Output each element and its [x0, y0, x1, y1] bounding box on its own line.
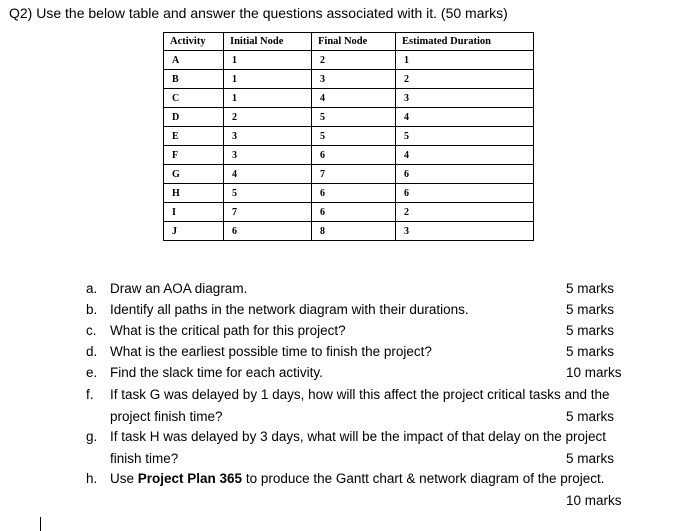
table-header-row [164, 33, 534, 51]
duration-cell: 5 [396, 127, 534, 146]
final-node-cell: 8 [312, 222, 396, 241]
final-node-cell: 2 [312, 51, 396, 70]
header-estimated-duration: Estimated Duration [396, 33, 534, 51]
final-node-cell: 6 [312, 184, 396, 203]
question-h-continued [0, 493, 692, 513]
duration-cell: 2 [396, 203, 534, 222]
question-marks: 5 marks [566, 344, 615, 359]
question-letter: d. [86, 344, 98, 359]
software-name: Project Plan 365 [137, 471, 243, 486]
activity-cell: B [164, 70, 224, 89]
question-marks: 5 marks [566, 302, 615, 317]
question-f-continued [0, 409, 692, 429]
activity-cell: H [164, 184, 224, 203]
final-node-cell: 5 [312, 108, 396, 127]
final-node-cell: 7 [312, 165, 396, 184]
question-e [0, 365, 692, 385]
question-marks: 5 marks [566, 323, 615, 338]
table-row [164, 222, 534, 241]
question-g-continued [0, 451, 692, 471]
activity-cell: C [164, 89, 224, 108]
question-text-post: to produce the Gantt chart & network diagram of the project. [242, 471, 605, 486]
table-row [164, 184, 534, 203]
activity-cell: I [164, 203, 224, 222]
duration-cell: 3 [396, 222, 534, 241]
table-row [164, 70, 534, 89]
activity-table [163, 32, 534, 241]
question-h [0, 471, 692, 491]
table-row [164, 146, 534, 165]
initial-node-cell: 4 [224, 165, 312, 184]
duration-cell: 6 [396, 184, 534, 203]
activity-cell: D [164, 108, 224, 127]
table-row [164, 165, 534, 184]
question-marks: 5 marks [566, 451, 615, 466]
question-letter: f. [86, 387, 94, 402]
activity-cell: F [164, 146, 224, 165]
table-row [164, 108, 534, 127]
final-node-cell: 5 [312, 127, 396, 146]
initial-node-cell: 2 [224, 108, 312, 127]
question-text: What is the critical path for this project? [110, 323, 346, 338]
table-row [164, 203, 534, 222]
duration-cell: 6 [396, 165, 534, 184]
question-letter: e. [86, 365, 98, 380]
header-activity: Activity [164, 33, 224, 51]
question-text: If task G was delayed by 1 days, how will this affect the project critical tasks and the [110, 387, 610, 402]
final-node-cell: 4 [312, 89, 396, 108]
question-c [0, 323, 692, 343]
initial-node-cell: 5 [224, 184, 312, 203]
question-text-continued: finish time? [110, 451, 179, 466]
question-d [0, 344, 692, 364]
final-node-cell: 6 [312, 203, 396, 222]
question-marks: 10 marks [566, 365, 622, 380]
header-initial-node: Initial Node [224, 33, 312, 51]
duration-cell: 1 [396, 51, 534, 70]
question-heading: Q2) Use the below table and answer the questions associated with it. (50 marks) [9, 5, 508, 21]
table-row [164, 127, 534, 146]
question-letter: h. [86, 471, 98, 486]
question-letter: c. [86, 323, 97, 338]
question-text: What is the earliest possible time to finish the project? [110, 344, 432, 359]
activity-cell: E [164, 127, 224, 146]
initial-node-cell: 1 [224, 89, 312, 108]
question-b [0, 302, 692, 322]
activity-cell: J [164, 222, 224, 241]
table-row [164, 51, 534, 70]
duration-cell: 3 [396, 89, 534, 108]
question-marks: 5 marks [566, 281, 615, 296]
question-text-continued: project finish time? [110, 409, 223, 424]
duration-cell: 2 [396, 70, 534, 89]
question-letter: a. [86, 281, 98, 296]
initial-node-cell: 3 [224, 146, 312, 165]
question-g [0, 429, 692, 449]
question-text: Find the slack time for each activity. [110, 365, 323, 380]
question-letter: g. [86, 429, 98, 444]
duration-cell: 4 [396, 108, 534, 127]
question-marks: 5 marks [566, 409, 615, 424]
initial-node-cell: 1 [224, 51, 312, 70]
activity-cell: A [164, 51, 224, 70]
duration-cell: 4 [396, 146, 534, 165]
question-text: If task H was delayed by 3 days, what will be the impact of that delay on the project [110, 429, 607, 444]
initial-node-cell: 6 [224, 222, 312, 241]
question-text [110, 471, 605, 486]
initial-node-cell: 7 [224, 203, 312, 222]
initial-node-cell: 1 [224, 70, 312, 89]
text-cursor [40, 517, 41, 531]
question-text: Identify all paths in the network diagram with their durations. [110, 302, 469, 317]
initial-node-cell: 3 [224, 127, 312, 146]
final-node-cell: 6 [312, 146, 396, 165]
table-row [164, 89, 534, 108]
question-text-pre: Use [110, 471, 138, 486]
question-a [0, 281, 692, 301]
question-marks: 10 marks [566, 493, 622, 508]
question-f [0, 387, 692, 407]
activity-cell: G [164, 165, 224, 184]
question-letter: b. [86, 302, 98, 317]
question-text: Draw an AOA diagram. [110, 281, 248, 296]
header-final-node: Final Node [312, 33, 396, 51]
final-node-cell: 3 [312, 70, 396, 89]
